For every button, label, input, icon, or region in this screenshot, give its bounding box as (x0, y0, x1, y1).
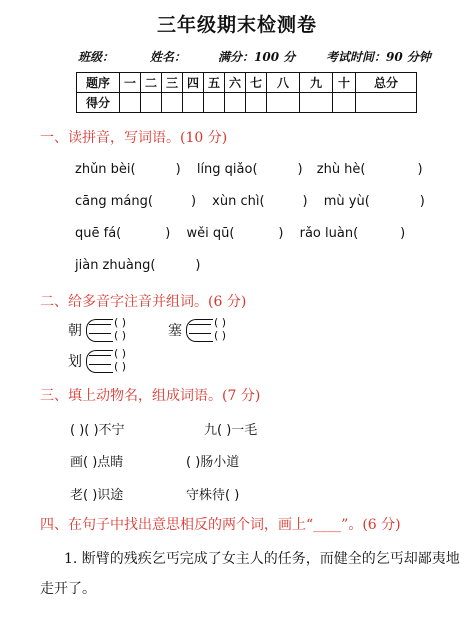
paren-close: ) (278, 226, 284, 241)
idiom-item[interactable]: ( )( )不宁 (70, 423, 125, 438)
score-table-row-score (77, 93, 417, 113)
bracket-icon (86, 319, 113, 342)
score-cell[interactable] (267, 93, 300, 113)
section-1-heading: 一、读拼音，写词语。(10 分) (40, 130, 228, 146)
column-5: 五 (204, 73, 225, 93)
class-label: 班级： (78, 50, 115, 64)
column-9: 九 (300, 73, 333, 93)
polyphone-char: 塞 (168, 323, 182, 339)
column-1: 一 (120, 73, 141, 93)
idiom-item[interactable]: 老( )识途 (70, 488, 124, 503)
score-cell-total[interactable] (356, 93, 417, 113)
score-cell[interactable] (183, 93, 204, 113)
idiom-item[interactable]: ( )肠小道 (186, 455, 240, 470)
name-label: 姓名： (150, 50, 187, 64)
section-4-heading: 四、在句子中找出意思相反的两个词，画上“____”。(6 分) (40, 517, 401, 533)
column-2: 二 (141, 73, 162, 93)
column-3: 三 (162, 73, 183, 93)
exam-time: 考试时间：90 分钟 (326, 50, 431, 64)
answer-paren[interactable]: ( ) (214, 329, 227, 342)
score-cell[interactable] (162, 93, 183, 113)
pinyin-item: líng qiǎo( (196, 162, 258, 177)
pinyin-item: rǎo luàn( (299, 226, 359, 241)
paren-close: ) (417, 162, 423, 177)
row-header-order: 题序 (77, 73, 120, 93)
section-2-heading: 二、给多音字注音并组词。(6 分) (40, 294, 247, 310)
exam-title: 三年级期末检测卷 (156, 14, 317, 36)
idiom-item[interactable]: 画( )点睛 (70, 455, 124, 470)
column-6: 六 (225, 73, 246, 93)
bracket-icon (86, 350, 113, 373)
exam-info (78, 48, 448, 66)
idiom-item[interactable]: 守株待( ) (186, 488, 240, 503)
answer-paren[interactable]: ( ) (114, 329, 127, 342)
pinyin-row-2 (75, 194, 425, 209)
answer-paren[interactable]: ( ) (114, 360, 127, 373)
pinyin-item: quē fá( (75, 226, 122, 241)
answer-paren[interactable]: ( ) (114, 347, 127, 360)
score-table-row-order (77, 73, 417, 93)
pinyin-item: zhǔn bèi( (75, 162, 136, 177)
pinyin-row-1 (75, 162, 423, 177)
pinyin-item: wěi qū( (186, 226, 235, 241)
score-cell[interactable] (141, 93, 162, 113)
section-3-heading: 三、填上动物名，组成词语。(7 分) (40, 388, 261, 404)
polyphone-char: 划 (68, 354, 82, 370)
paren-close: ) (302, 194, 308, 209)
question-4-sentence-line-2[interactable]: 走开了。 (40, 581, 96, 597)
paren-close: ) (190, 194, 197, 209)
pinyin-item: xùn chì( (212, 194, 265, 209)
full-score: 满分：100 分 (218, 50, 296, 64)
column-10: 十 (333, 73, 356, 93)
bracket-icon (186, 319, 213, 342)
paren-close: ) (400, 226, 406, 241)
pinyin-row-3 (75, 226, 405, 241)
polyphone-char: 朝 (68, 323, 82, 339)
column-8: 八 (267, 73, 300, 93)
score-cell[interactable] (300, 93, 333, 113)
column-total: 总分 (356, 73, 417, 93)
score-cell[interactable] (333, 93, 356, 113)
pinyin-item: cāng máng( (75, 194, 153, 209)
answer-paren[interactable]: ( ) (114, 316, 127, 329)
paren-close: ) (195, 258, 201, 273)
pinyin-item: mù yù( (323, 194, 370, 209)
score-cell[interactable] (225, 93, 246, 113)
column-7: 七 (246, 73, 267, 93)
idiom-item[interactable]: 九( )一毛 (204, 423, 258, 438)
score-cell[interactable] (204, 93, 225, 113)
pinyin-item: zhù hè( (316, 162, 366, 177)
row-header-score: 得分 (77, 93, 120, 113)
question-4-sentence-line-1[interactable]: 1. 断臂的残疾乞丐完成了女主人的任务，而健全的乞丐却鄙夷地 (64, 551, 460, 567)
score-cell[interactable] (120, 93, 141, 113)
column-4: 四 (183, 73, 204, 93)
pinyin-item: jiàn zhuàng( (75, 258, 156, 273)
score-table (76, 72, 417, 113)
answer-paren[interactable]: ( ) (214, 316, 227, 329)
pinyin-row-4 (75, 258, 200, 273)
paren-close: ) (419, 194, 425, 209)
paren-close: ) (175, 162, 181, 177)
score-cell[interactable] (246, 93, 267, 113)
paren-close: ) (297, 162, 303, 177)
paren-close: ) (165, 226, 171, 241)
